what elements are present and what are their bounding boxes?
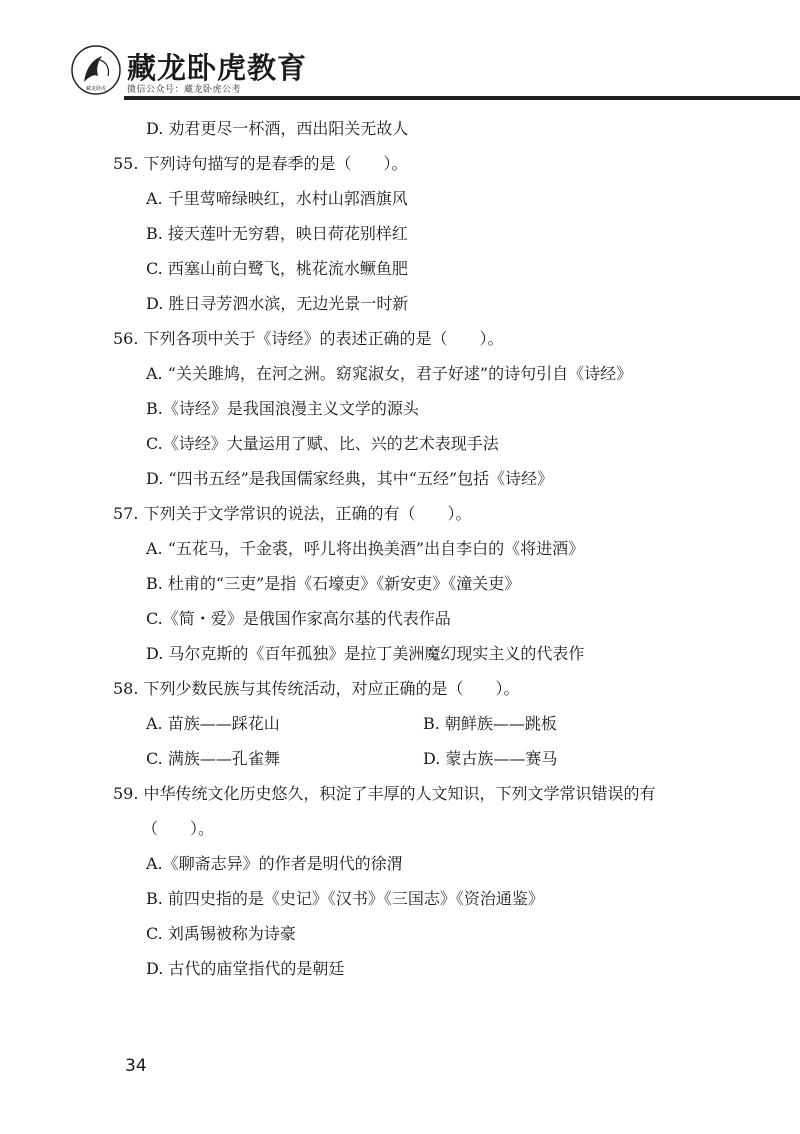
logo-caption: 藏龙卧虎 (85, 86, 107, 92)
option-57-b: B. 杜甫的“三吏”是指《石壕吏》《新安吏》《潼关吏》 (146, 574, 521, 593)
question-56: 56. 下列各项中关于《诗经》的表述正确的是（ ）。 (113, 329, 504, 348)
option-59-b: B. 前四史指的是《史记》《汉书》《三国志》《资治通鉴》 (146, 889, 544, 908)
option-55-a: A. 千里莺啼绿映红，水村山郭酒旗风 (146, 189, 408, 208)
page-number: 34 (125, 1056, 147, 1076)
option-56-c: C.《诗经》大量运用了赋、比、兴的艺术表现手法 (146, 434, 499, 453)
question-58: 58. 下列少数民族与其传统活动，对应正确的是（ ）。 (113, 679, 520, 698)
option-58-b: B. 朝鲜族——跳板 (423, 714, 557, 733)
option-56-b: B.《诗经》是我国浪漫主义文学的源头 (146, 399, 419, 418)
question-55: 55. 下列诗句描写的是春季的是（ ）。 (113, 154, 408, 173)
option-58-d: D. 蒙古族——赛马 (423, 749, 558, 768)
option-59-c: C. 刘禹锡被称为诗豪 (146, 924, 296, 943)
page-header (0, 0, 800, 100)
option-54-d: D. 劝君更尽一杯酒，西出阳关无故人 (146, 119, 409, 138)
option-59-d: D. 古代的庙堂指代的是朝廷 (146, 959, 345, 978)
header-rule (124, 96, 800, 100)
question-59-continued: （ ）。 (142, 819, 215, 838)
option-59-a: A.《聊斋志异》的作者是明代的徐渭 (146, 854, 403, 873)
option-55-b: B. 接天莲叶无穷碧，映日荷花别样红 (146, 224, 408, 243)
option-55-d: D. 胜日寻芳泗水滨，无边光景一时新 (146, 294, 409, 313)
option-57-d: D. 马尔克斯的《百年孤独》是拉丁美洲魔幻现实主义的代表作 (146, 644, 585, 663)
brand-logo (70, 44, 122, 96)
option-56-a: A. “关关雎鸠，在河之洲。窈窕淑女，君子好逑”的诗句引自《诗经》 (146, 364, 633, 383)
option-57-c: C.《简・爱》是俄国作家高尔基的代表作品 (146, 609, 451, 628)
option-57-a: A. “五花马，千金裘，呼儿将出换美酒”出自李白的《将进酒》 (146, 539, 585, 558)
brand-subtitle: 微信公众号：藏龙卧虎公考 (127, 85, 242, 95)
question-57: 57. 下列关于文学常识的说法，正确的有（ ）。 (113, 504, 472, 523)
option-58-c: C. 满族——孔雀舞 (146, 749, 280, 768)
option-55-c: C. 西塞山前白鹭飞，桃花流水鳜鱼肥 (146, 259, 408, 278)
brand-title: 藏龙卧虎教育 (127, 51, 308, 85)
option-58-a: A. 苗族——踩花山 (146, 714, 280, 733)
option-56-d: D. “四书五经”是我国儒家经典，其中“五经”包括《诗经》 (146, 469, 554, 488)
question-59: 59. 中华传统文化历史悠久，积淀了丰厚的人文知识，下列文学常识错误的有 (113, 784, 656, 803)
